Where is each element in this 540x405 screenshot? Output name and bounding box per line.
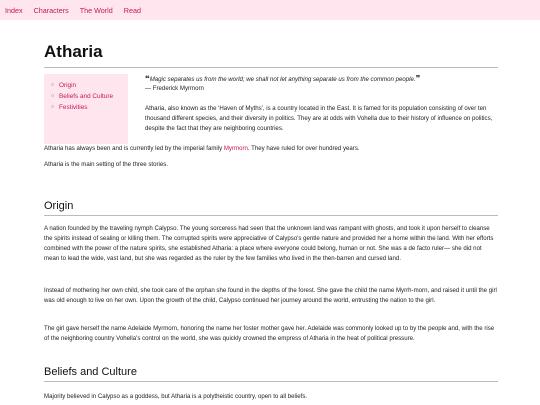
origin-paragraph-3: The girl gave herself the name Adelaide Myrmorn, honoring the name her foster mother gave her. Adelaide was commonly looked up to by the people and, with the rise of the neighboring country Vohella's control on the world, she was quickly crowned the empress of Atharia in the heat of political pressure. xyxy=(44,325,495,342)
toc-list xyxy=(51,80,128,113)
main-content xyxy=(44,20,498,400)
quote-text: Magic separates us from the world; we shall not let anything separate us from the common people. xyxy=(149,76,416,83)
nav-link-characters[interactable]: Characters xyxy=(33,5,69,15)
page-title: Atharia xyxy=(44,42,498,68)
epigraph-quote xyxy=(145,74,498,84)
ruling-family-paragraph: Atharia has always been and is currently led by the imperial family Myrmorn. They have ruled for over hundred years. xyxy=(44,145,360,152)
origin-paragraph-2: Instead of mothering her own child, she took care of the orphan she found in the depths of the forest. She gave the child the name Myrrh-morn, and raised it until the girl was old enough to live on her own. Upon the growth of the child, Calypso continued her journey around the world, entrusting the nation to the girl. xyxy=(44,287,497,304)
beliefs-paragraph-1: Majority believed in Calypso as a goddess, but Atharia is a polytheistic country, open to all beliefs. xyxy=(44,393,308,400)
quote-attribution: — Frederick Myrmorn xyxy=(145,85,204,92)
intro-paragraph: Atharia, also known as the 'Haven of Myths', is a country located in the East. It is famed for its population consisting of over ten thousand different species, and their diversity in politics. They are at odds with Vohella due to their history of influence on politics, despite the fact that they are neighboring countries. xyxy=(145,105,493,132)
open-quote-icon: ❝ xyxy=(145,74,150,83)
intro-column xyxy=(145,74,498,134)
myrmorn-link[interactable]: Myrmorn xyxy=(223,145,248,152)
setting-paragraph: Atharia is the main setting of the three stories. xyxy=(44,161,168,168)
section-heading-origin: Origin xyxy=(44,200,498,216)
toc-item-origin[interactable]: ○ Origin xyxy=(51,80,128,91)
nav-link-the-world[interactable]: The World xyxy=(79,5,113,15)
toc-item-festivities[interactable]: ○ Festivities xyxy=(51,102,128,113)
nav-link-read[interactable]: Read xyxy=(123,5,141,15)
top-navigation xyxy=(0,0,540,20)
origin-paragraph-1: A nation founded by the traveling nymph Calypso. The young sorceress had seen that the unknown land was rampant with ghosts, and took it upon herself to cleanse the spirits instead of sealing or killing them. The corrupted spirits were appreciative of Calypso's gentle nature and provided her a home within the land. With her efforts combined with the power of the nature spirits, she established Atharia: a place where everyone could belong, human or not. She was a de facto ruler— she did not mean to lead the wide, vast land, but she was regarded as the ruler by the few families who lived in the then-barren and cursed land. xyxy=(44,225,494,262)
close-quote-icon: ❞ xyxy=(415,74,421,83)
table-of-contents xyxy=(44,74,128,144)
section-heading-beliefs-and-culture: Beliefs and Culture xyxy=(44,366,498,382)
toc-item-beliefs-and-culture[interactable]: ○ Beliefs and Culture xyxy=(51,91,128,102)
nav-link-index[interactable]: Index xyxy=(5,5,23,15)
